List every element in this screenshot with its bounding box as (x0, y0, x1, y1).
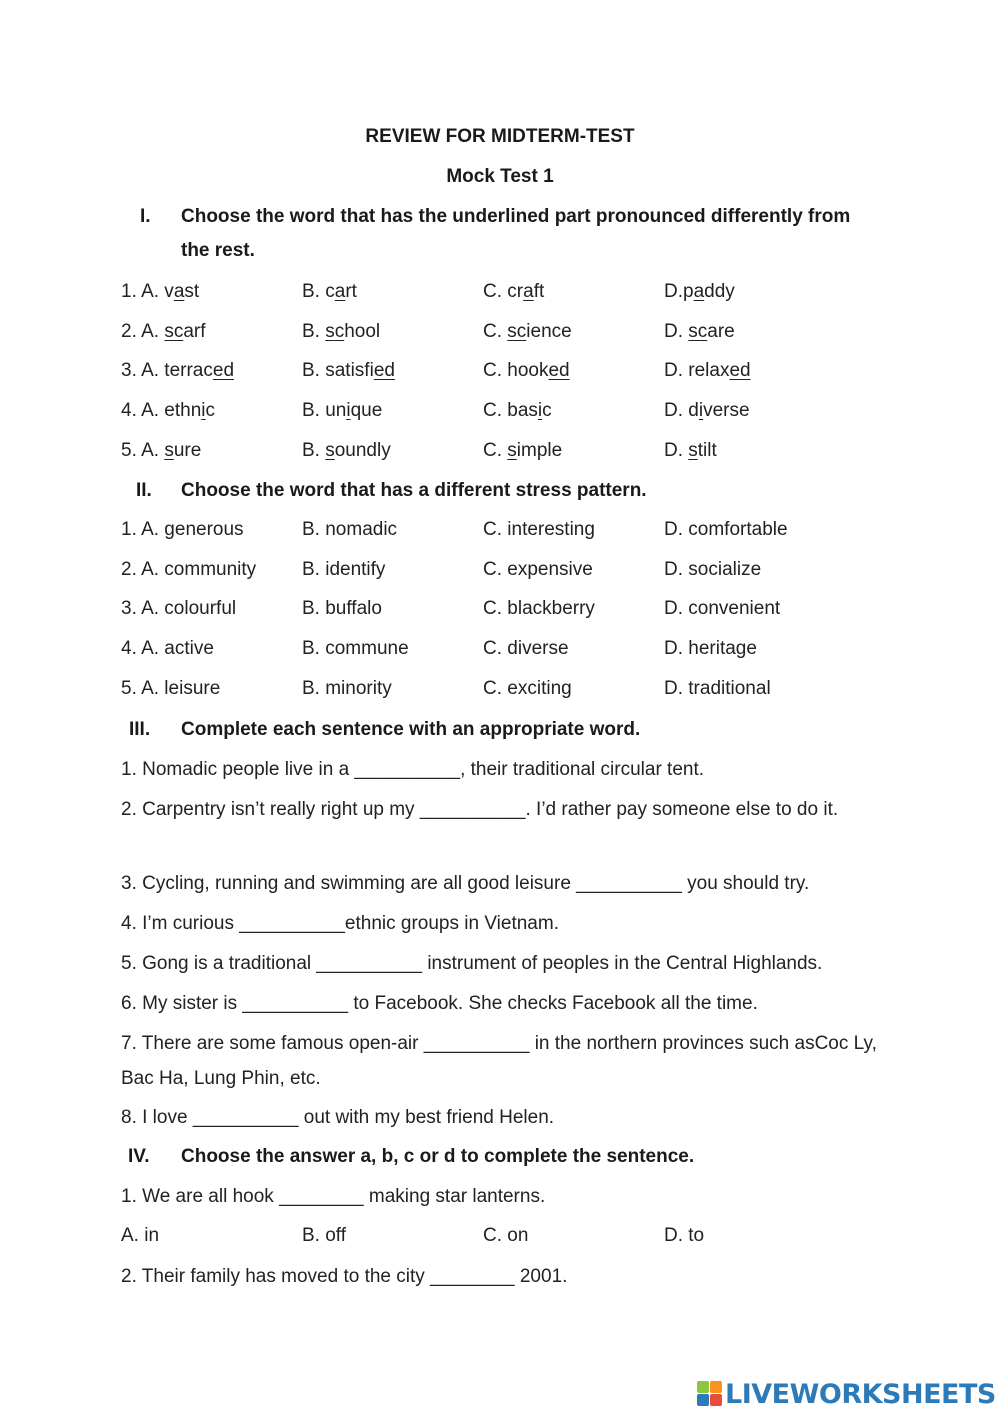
section-number: I. (140, 206, 151, 227)
fill-in-sentence: 2. Carpentry isn’t really right up my __________. I’d rather pay someone else to do it. (121, 799, 839, 820)
answer-option[interactable]: C. craft (483, 281, 545, 302)
question-row (0, 515, 1000, 545)
answer-option[interactable]: C. hooked (483, 360, 570, 382)
answer-option[interactable]: C. diverse (483, 638, 569, 660)
question-row (0, 674, 1000, 704)
answer-option[interactable]: B. cart (302, 281, 357, 302)
question-row (0, 277, 1000, 307)
answer-option[interactable]: B. minority (302, 677, 392, 699)
answer-option[interactable]: 1. A. generous (121, 519, 244, 540)
answer-option[interactable]: D. heritage (664, 638, 757, 660)
answer-option[interactable]: 5. A. sure (121, 439, 202, 461)
answer-option[interactable]: D. scare (664, 320, 735, 342)
question-row (0, 317, 1000, 347)
section-number: IV. (128, 1146, 150, 1167)
liveworksheets-logo (697, 1378, 996, 1410)
answer-option[interactable]: B. unique (302, 400, 383, 422)
section-number: II. (136, 480, 152, 501)
answer-option[interactable]: 2. A. scarf (121, 320, 206, 342)
fill-in-sentence: 3. Cycling, running and swimming are all good leisure __________ you should try. (121, 873, 810, 894)
fill-in-sentence: 6. My sister is __________ to Facebook. She checks Facebook all the time. (121, 993, 758, 1014)
answer-options-row (0, 1221, 1000, 1251)
answer-option[interactable]: 3. A. terraced (121, 360, 235, 382)
answer-option[interactable]: 2. A. community (121, 558, 257, 580)
answer-option[interactable]: D. relaxed (664, 360, 751, 382)
question-row (0, 634, 1000, 664)
fill-in-sentence: 7. There are some famous open-air __________ in the northern provinces such asCoc Ly, Bac Ha, Lung Phin, etc. (121, 1033, 877, 1089)
answer-option[interactable]: D. traditional (664, 677, 771, 699)
answer-option[interactable]: C. science (483, 320, 572, 342)
section-instruction: Choose the word that has the underlined part pronounced differently from the rest. (181, 206, 851, 261)
answer-option[interactable]: C. simple (483, 439, 563, 461)
answer-option[interactable]: 4. A. ethnic (121, 400, 216, 422)
question-row (0, 594, 1000, 624)
answer-option[interactable]: D. convenient (664, 598, 781, 620)
answer-option[interactable]: D.paddy (664, 281, 735, 302)
answer-option[interactable]: B. nomadic (302, 519, 398, 540)
page-subtitle: Mock Test 1 (446, 166, 554, 187)
answer-option[interactable]: B. soundly (302, 439, 391, 461)
answer-option[interactable]: 5. A. leisure (121, 677, 221, 699)
answer-option[interactable]: 1. A. vast (121, 281, 200, 302)
fill-in-sentence: 8. I love __________ out with my best friend Helen. (121, 1107, 555, 1128)
answer-option[interactable]: 3. A. colourful (121, 598, 237, 620)
answer-option[interactable]: B. identify (302, 558, 386, 580)
answer-option[interactable]: D. to (664, 1225, 705, 1246)
answer-option[interactable]: 4. A. active (121, 638, 214, 660)
logo-grid-icon (697, 1381, 723, 1407)
answer-option[interactable]: A. in (121, 1225, 160, 1246)
question-row (0, 436, 1000, 466)
answer-option[interactable]: B. buffalo (302, 598, 382, 620)
section-instruction: Complete each sentence with an appropriate word. (181, 719, 641, 740)
answer-option[interactable]: C. on (483, 1225, 529, 1246)
section-number: III. (129, 719, 151, 740)
answer-option[interactable]: D. socialize (664, 558, 762, 580)
question-sentence: 1. We are all hook ________ making star lanterns. (121, 1186, 546, 1207)
fill-in-sentence: 5. Gong is a traditional __________ instrument of peoples in the Central Highlands. (121, 953, 823, 974)
fill-in-sentence: 1. Nomadic people live in a __________, their traditional circular tent. (121, 759, 705, 780)
section-instruction: Choose the answer a, b, c or d to complete the sentence. (181, 1146, 695, 1167)
answer-option[interactable]: C. interesting (483, 519, 595, 540)
answer-option[interactable]: B. commune (302, 638, 409, 660)
question-row (0, 396, 1000, 426)
answer-option[interactable]: B. satisfied (302, 360, 395, 382)
answer-option[interactable]: C. blackberry (483, 598, 595, 620)
answer-option[interactable]: B. school (302, 320, 381, 342)
answer-option[interactable]: B. off (302, 1225, 347, 1246)
question-row (0, 356, 1000, 386)
question-sentence: 2. Their family has moved to the city ________ 2001. (121, 1266, 568, 1287)
answer-option[interactable]: D. diverse (664, 400, 750, 422)
question-row (0, 555, 1000, 585)
answer-option[interactable]: D. comfortable (664, 519, 788, 540)
section-instruction: Choose the word that has a different stress pattern. (181, 480, 647, 501)
answer-option[interactable]: C. basic (483, 400, 552, 422)
logo-text: LIVEWORKSHEETS (725, 1378, 996, 1410)
answer-option[interactable]: C. expensive (483, 558, 593, 580)
fill-in-sentence: 4. I’m curious __________ethnic groups in Vietnam. (121, 913, 559, 934)
answer-option[interactable]: D. stilt (664, 439, 717, 461)
answer-option[interactable]: C. exciting (483, 677, 572, 699)
page-title: REVIEW FOR MIDTERM-TEST (365, 126, 635, 147)
